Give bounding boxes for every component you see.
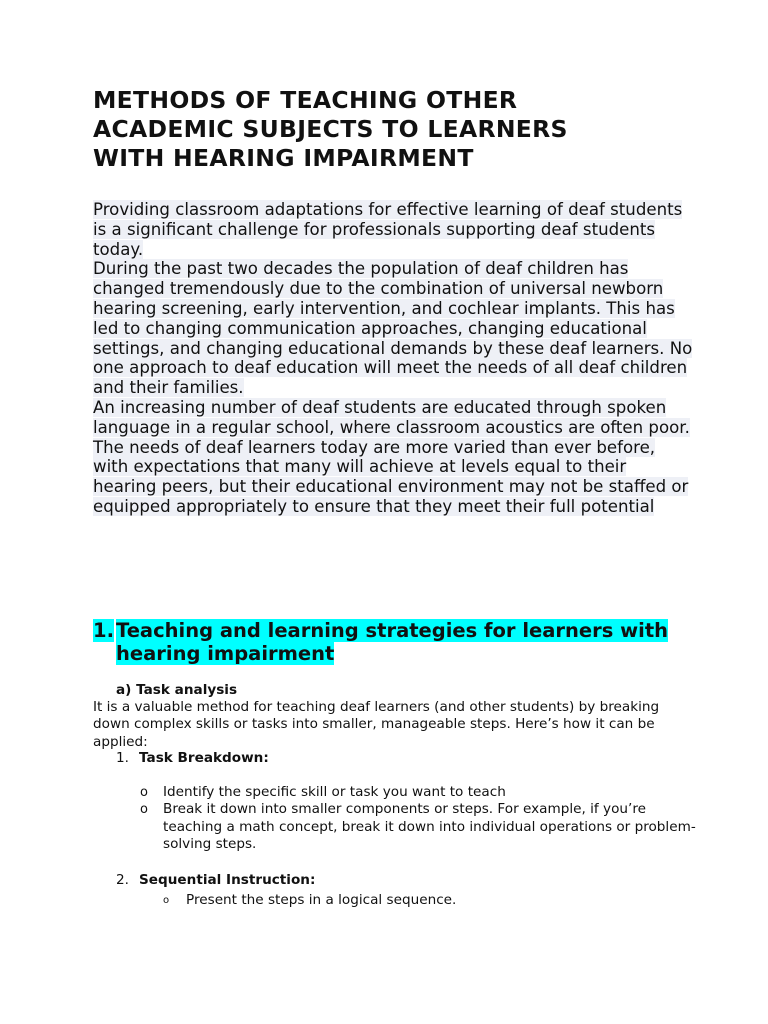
- bullet-list: [140, 784, 700, 853]
- intro-paragraph: [93, 398, 693, 517]
- title-line: WITH HEARING IMPAIRMENT: [93, 144, 474, 172]
- list-item-text: Break it down into smaller components or steps. For example, if you’re teaching a math concept, break it down into individual operations or problem-solving steps.: [163, 801, 696, 852]
- subsection-heading: a) Task analysis: [116, 682, 238, 698]
- list-item-text: Identify the specific skill or task you want to teach: [163, 784, 506, 800]
- intro-paragraph-text: An increasing number of deaf students are educated through spoken language in a regular school, where classroom acoustics are often poor. The needs of deaf learners today are more varied than ever before, with expectations that many will achieve at levels equal to their hearing peers, but their educational environment may not be staffed or equipped appropriately to ensure that they meet their full potential: [93, 397, 690, 516]
- section-number: 1.: [93, 619, 114, 642]
- bullet-marker: o: [140, 802, 148, 818]
- section-heading: [93, 619, 693, 665]
- document-title: [93, 86, 693, 173]
- title-line: ACADEMIC SUBJECTS TO LEARNERS: [93, 115, 568, 143]
- list-item: [163, 892, 693, 909]
- section-heading-text-wrap: [116, 619, 693, 665]
- subsection-body: It is a valuable method for teaching deaf learners (and other students) by breaking down complex skills or tasks into smaller, manageable steps. Here’s how it can be applied:: [93, 699, 660, 750]
- step-label: Sequential Instruction:: [139, 872, 316, 888]
- bullet-marker: o: [140, 785, 148, 800]
- list-item: [140, 801, 700, 853]
- bullet-list: [163, 892, 693, 909]
- step-item: [116, 750, 269, 767]
- bullet-marker: o: [163, 895, 170, 906]
- step-number: 2.: [116, 872, 129, 888]
- intro-paragraph-text: Providing classroom adaptations for effective learning of deaf students is a significant challenge for professionals supporting deaf students today.: [93, 200, 683, 259]
- title-line: METHODS OF TEACHING OTHER: [93, 86, 518, 114]
- step-item: [116, 872, 315, 889]
- step-label: Task Breakdown:: [139, 750, 269, 766]
- intro-text: [93, 200, 693, 517]
- section-heading-text: Teaching and learning strategies for learners with hearing impairment: [116, 619, 669, 665]
- list-item: [140, 784, 700, 801]
- intro-paragraph: [93, 259, 693, 398]
- intro-paragraph: [93, 200, 693, 259]
- intro-paragraph-text: During the past two decades the population of deaf children has changed tremendously due to the combination of universal newborn hearing screening, early intervention, and cochlear implants. This has led to changing communication approaches, changing educational settings, and changing educational demands by these deaf learners. No one approach to deaf education will meet the needs of all deaf children and their families.: [93, 259, 693, 398]
- step-number: 1.: [116, 750, 129, 766]
- list-item-text: Present the steps in a logical sequence.: [186, 892, 457, 908]
